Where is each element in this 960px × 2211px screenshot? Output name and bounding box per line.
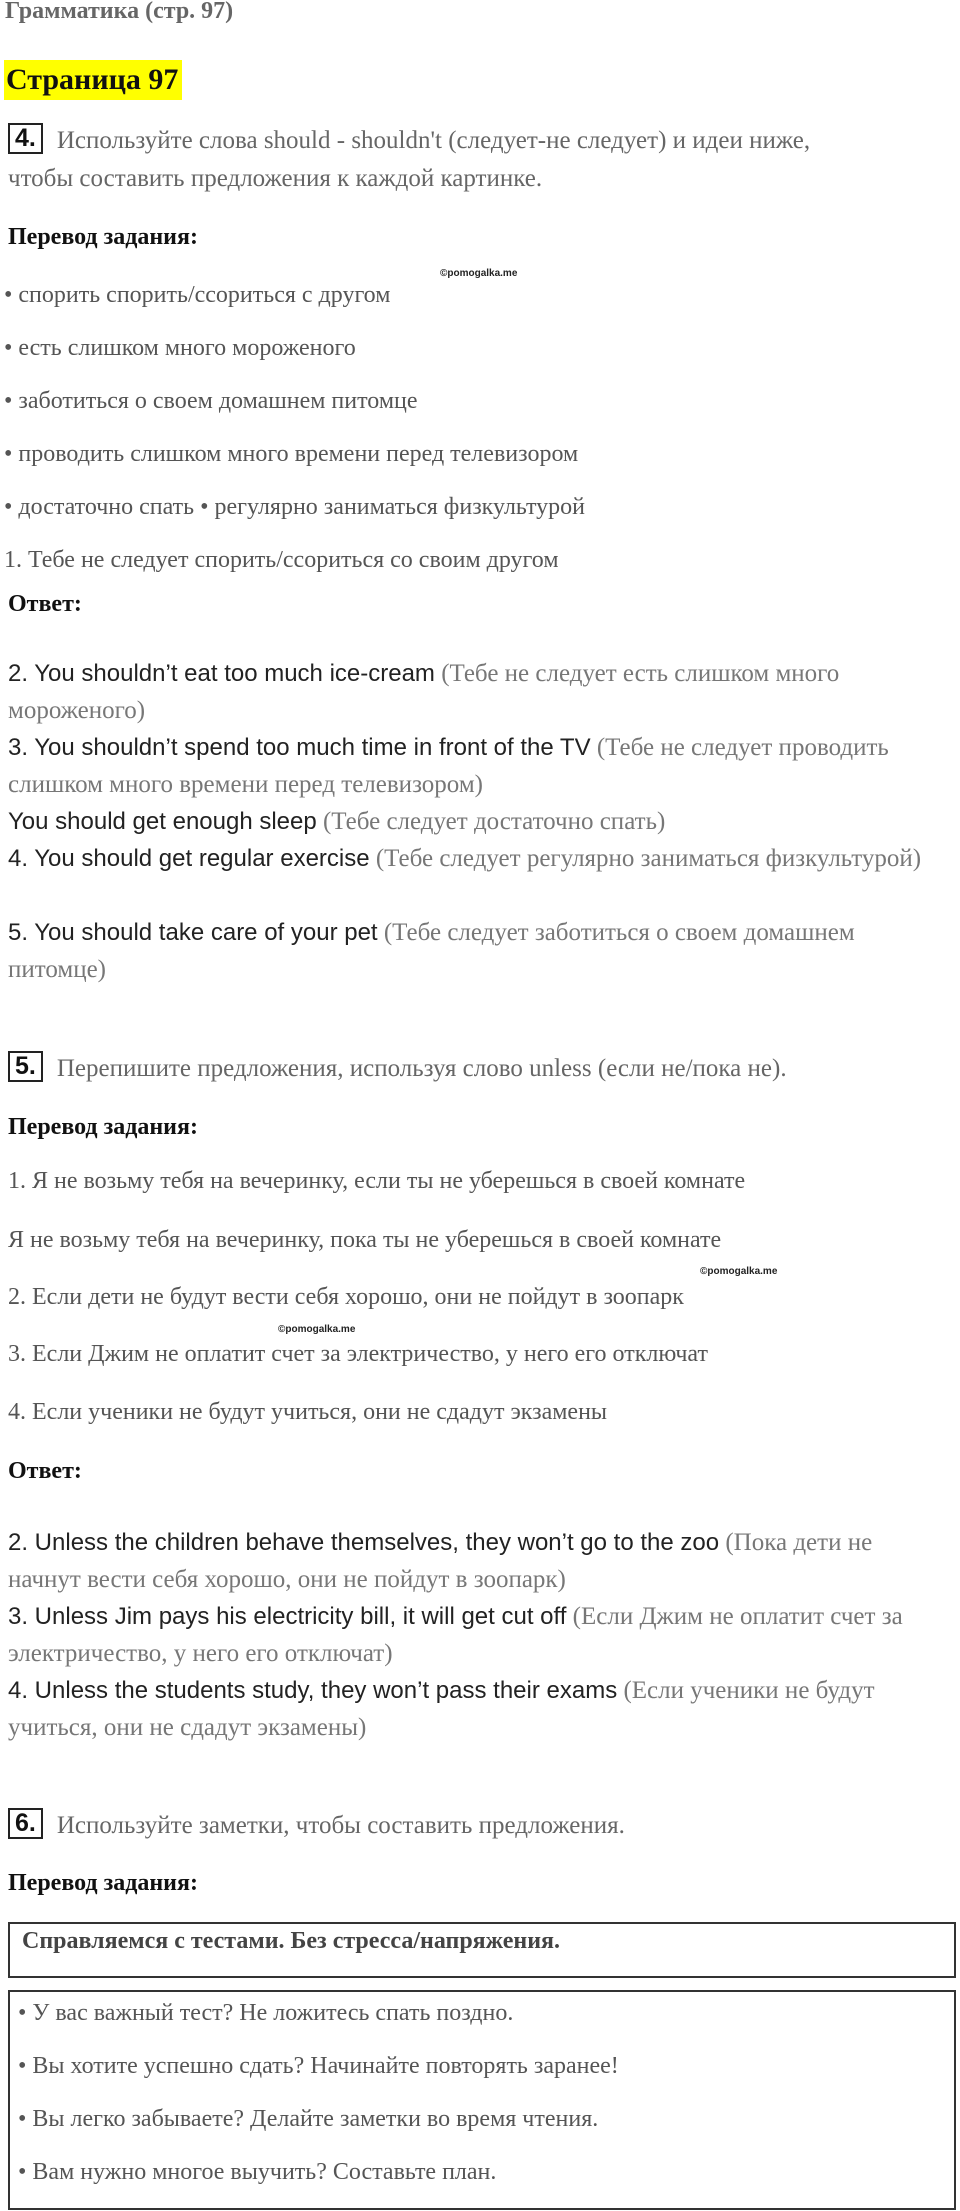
ex4-task (8, 122, 810, 159)
ex5-answer-en: 3. Unless Jim pays his electricity bill, it will get cut off (8, 1603, 567, 1630)
ex4-item: • заботиться о своем домашнем питомце (4, 388, 418, 414)
ex4-item: 1. Тебе не следует спорить/ссориться со своим другом (4, 547, 559, 573)
ex4-answer-en: 2. You shouldn’t eat too much ice-cream (8, 660, 435, 687)
ex6-box-title-text: Справляемся с тестами. Без стресса/напряжения. (22, 1928, 561, 1954)
ex6-task (8, 1807, 625, 1844)
ex5-answer (8, 1672, 948, 1746)
ex4-answer (8, 729, 948, 803)
ex4-answer-label: Ответ: (8, 591, 82, 617)
ex6-task-text: Используйте заметки, чтобы составить предложения. (56, 1812, 625, 1839)
watermark-3: ©pomogalka.me (278, 1324, 356, 1335)
ex4-number: 4. (8, 123, 43, 154)
ex5-answer-en: 2. Unless the children behave themselves, they won’t go to the zoo (8, 1529, 720, 1556)
ex5-item: 2. Если дети не будут вести себя хорошо, они не пойдут в зоопарк (8, 1284, 684, 1310)
ex5-answer (8, 1524, 948, 1598)
ex4-task-line2: чтобы составить предложения к каждой картинке. (8, 165, 543, 192)
ex4-item: • проводить слишком много времени перед телевизором (4, 441, 579, 467)
ex5-task (8, 1050, 787, 1087)
ex4-item: • есть слишком много мороженого (4, 335, 356, 361)
page-heading: Страница 97 (4, 60, 182, 100)
ex4-answer-en: You should get enough sleep (8, 808, 317, 835)
ex5-answer-label: Ответ: (8, 1458, 82, 1484)
ex5-answer-ru: (Если Джим не оплатит счет за электричество, у него его отключат) (8, 1603, 903, 1667)
ex5-answer-ru: (Если ученики не будут учиться, они не сдадут экзамены) (8, 1677, 875, 1741)
ex4-answer (8, 655, 948, 729)
ex6-box-item: • Вы хотите успешно сдать? Начинайте повторять заранее! (18, 2053, 619, 2079)
ex6-box-items (8, 1990, 956, 2210)
ex4-task-line1: Используйте слова should - shouldn't (следует-не следует) и идеи ниже, (56, 127, 811, 154)
ex4-item: • достаточно спать • регулярно заниматься физкультурой (4, 494, 585, 520)
ex6-box-item: • Вам нужно многое выучить? Составьте план. (18, 2159, 497, 2185)
watermark-1: ©pomogalka.me (440, 268, 518, 279)
ex5-item: 4. Если ученики не будут учиться, они не сдадут экзамены (8, 1399, 608, 1425)
ex4-answer (8, 803, 948, 840)
ex5-item: 1. Я не возьму тебя на вечеринку, если ты не уберешься в своей комнате (8, 1168, 746, 1194)
ex4-answer (8, 840, 948, 877)
ex5-number: 5. (8, 1051, 43, 1082)
ex5-item: Я не возьму тебя на вечеринку, пока ты не уберешься в своей комнате (8, 1227, 722, 1253)
ex5-answer-en: 4. Unless the students study, they won’t pass their exams (8, 1677, 618, 1704)
ex5-answer-ru: (Пока дети не начнут вести себя хорошо, они не пойдут в зоопарк) (8, 1529, 873, 1593)
watermark-2: ©pomogalka.me (700, 1266, 778, 1277)
ex6-box-title (8, 1922, 956, 1978)
ex5-item: 3. Если Джим не оплатит счет за электричество, у него его отключат (8, 1341, 708, 1367)
ex4-answer-ru: (Тебе не следует проводить слишком много времени перед телевизором) (8, 734, 889, 798)
ex4-answer-ru: (Тебе следует достаточно спать) (316, 808, 666, 835)
ex4-answer-ru: (Тебе следует заботиться о своем домашнем питомце) (8, 919, 855, 983)
ex4-answer-en: 3. You shouldn’t spend too much time in front of the TV (8, 734, 591, 761)
ex4-translation-label: Перевод задания: (8, 224, 198, 250)
ex5-answer (8, 1598, 948, 1672)
ex6-translation-label: Перевод задания: (8, 1870, 198, 1896)
ex5-translation-label: Перевод задания: (8, 1114, 198, 1140)
ex4-answer (8, 914, 948, 988)
document-title: Грамматика (стр. 97) (5, 0, 234, 24)
ex4-answer-en: 4. You should get regular exercise (8, 845, 370, 872)
ex4-answer-ru: (Тебе не следует есть слишком много мороженого) (8, 660, 840, 724)
ex4-answer-en: 5. You should take care of your pet (8, 919, 378, 946)
ex6-number: 6. (8, 1808, 43, 1839)
ex4-item: • спорить спорить/ссориться с другом (4, 282, 391, 308)
ex6-box-item: • Вы легко забываете? Делайте заметки во время чтения. (18, 2106, 599, 2132)
ex4-answer-ru: (Тебе следует регулярно заниматься физкультурой) (369, 845, 922, 872)
ex6-box-item: • У вас важный тест? Не ложитесь спать поздно. (18, 2000, 514, 2026)
ex5-task-text: Перепишите предложения, используя слово unless (если не/пока не). (56, 1055, 787, 1082)
